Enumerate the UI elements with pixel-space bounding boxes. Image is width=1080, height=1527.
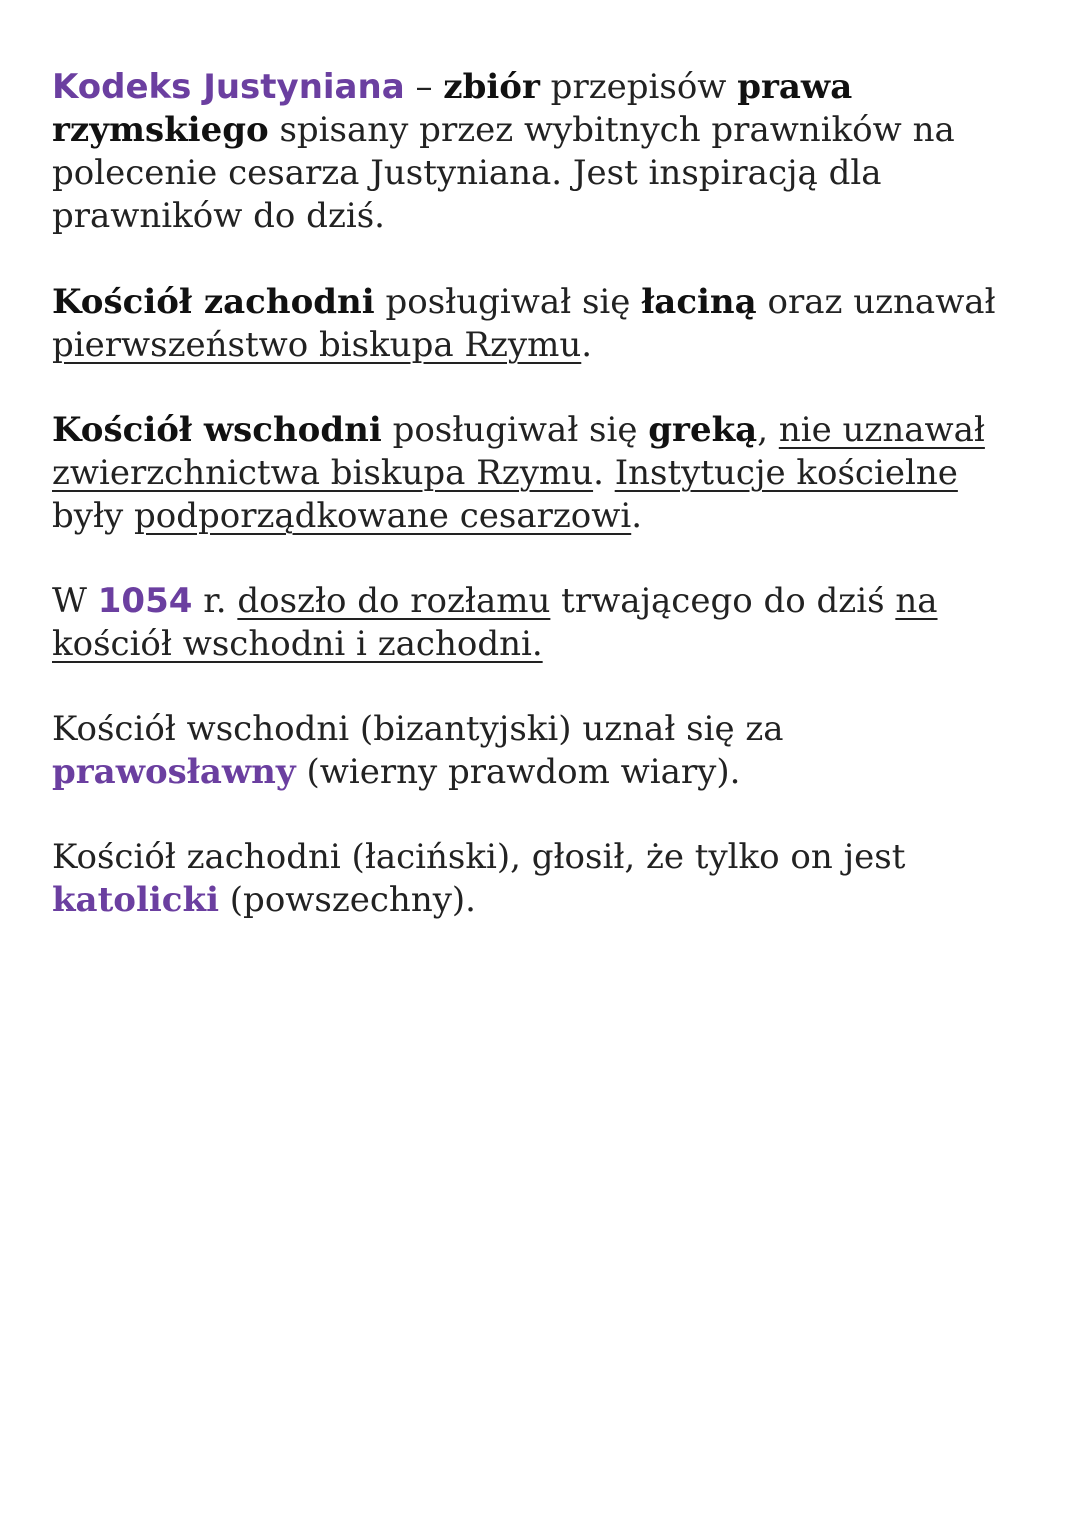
text: posługiwał się <box>374 282 642 322</box>
text: . <box>593 453 615 493</box>
underlined-text: na kościół wschodni i zachodni. <box>52 581 938 664</box>
bold-lacina: łaciną <box>641 282 757 322</box>
bold-zbior: zbiór <box>443 67 540 107</box>
paragraph-western-church <box>52 281 1022 367</box>
bold-kosciol-zachodni: Kościół zachodni <box>52 282 375 322</box>
underlined-text: nie uznawał zwierzchnictwa biskupa Rzymu <box>52 410 985 493</box>
text: przepisów <box>539 67 738 107</box>
text: Kościół wschodni (bizantyjski) uznał się za <box>52 709 784 749</box>
text: . <box>581 325 593 365</box>
text: W <box>52 581 98 621</box>
text: (powszechny). <box>218 880 476 920</box>
underlined-text: pierwszeństwo biskupa Rzymu <box>52 325 582 365</box>
paragraph-orthodox <box>52 708 1022 794</box>
underlined-text: podporządkowane cesarzowi <box>134 496 632 536</box>
text: Kościół zachodni (łaciński), głosił, że tylko on jest <box>52 837 906 877</box>
text: spisany przez wybitnych prawników na polecenie cesarza Justyniana. Jest inspiracją dla prawników do dziś. <box>52 110 955 236</box>
text: (wierny prawdom wiary). <box>295 752 741 792</box>
text: oraz uznawał <box>756 282 996 322</box>
dash: – <box>404 67 444 107</box>
text: trwającego do dziś <box>550 581 896 621</box>
bold-prawa-rzymskiego: prawa rzymskiego <box>52 67 853 150</box>
bold-kosciol-wschodni: Kościół wschodni <box>52 410 382 450</box>
paragraph-catholic <box>52 836 1022 922</box>
term-prawoslawny: prawosławny <box>52 752 296 792</box>
paragraph-schism <box>52 580 1022 666</box>
underlined-text: doszło do rozłamu <box>237 581 551 621</box>
bold-greka: greką <box>648 410 758 450</box>
text: r. <box>192 581 238 621</box>
text: były <box>52 496 135 536</box>
paragraph-eastern-church <box>52 409 1022 538</box>
note-page <box>52 66 1022 922</box>
underlined-text: Instytucje kościelne <box>614 453 958 493</box>
text: posługiwał się <box>381 410 649 450</box>
paragraph-justinian-code <box>52 66 1022 238</box>
text: , <box>757 410 779 450</box>
term-katolicki: katolicki <box>52 880 219 920</box>
year-1054: 1054 <box>97 581 193 621</box>
text: . <box>631 496 643 536</box>
term-kodeks-justyniana: Kodeks Justyniana <box>52 67 405 107</box>
